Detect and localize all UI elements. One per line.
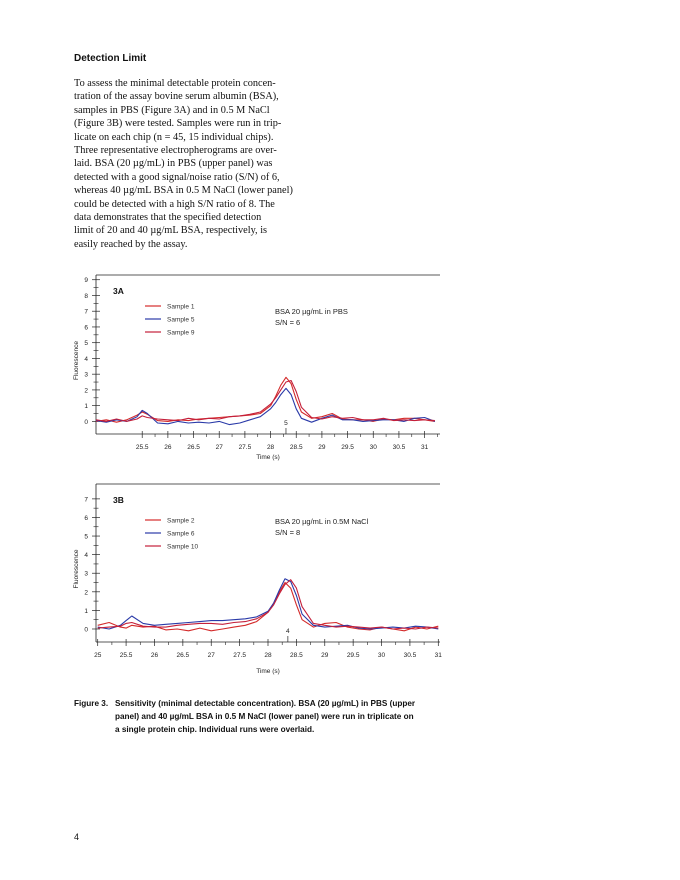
y-tick-label: 2: [84, 589, 88, 597]
x-tick-label: 25.5: [119, 652, 133, 659]
paragraph-line: data demonstrates that the specified detection: [74, 212, 262, 224]
y-tick-label: 3: [84, 371, 88, 379]
x-tick-label: 30.5: [392, 444, 406, 451]
annotation-text: S/N = 8: [275, 528, 301, 537]
paragraph-line: easily reached by the assay.: [74, 238, 188, 250]
panel-label: 3A: [113, 286, 124, 296]
chart-3b: [70, 476, 450, 684]
annotation-text: BSA 20 µg/mL in 0.5M NaCl: [275, 517, 369, 526]
x-tick-label: 27.5: [233, 652, 246, 659]
x-tick-label: 27: [207, 652, 215, 659]
x-tick-label: 25.5: [135, 444, 149, 451]
series-line: [96, 377, 435, 422]
x-axis-label: Time (s): [256, 668, 280, 675]
legend-entry: Sample 10: [167, 543, 199, 551]
y-tick-label: 8: [84, 292, 88, 300]
y-axis-label: Fluorescence: [73, 549, 80, 589]
series-line: [98, 580, 439, 629]
x-tick-label: 26.5: [176, 652, 190, 659]
chart-3a: [70, 268, 450, 468]
x-tick-label: 31: [434, 652, 442, 659]
y-tick-label: 6: [84, 514, 88, 522]
y-tick-label: 9: [84, 277, 88, 285]
legend-entry: Sample 1: [167, 303, 195, 311]
annotation-text: S/N = 6: [275, 318, 301, 327]
y-tick-label: 1: [84, 607, 88, 615]
y-tick-label: 4: [84, 552, 88, 560]
caption-label: Figure 3.: [74, 699, 109, 708]
x-tick-label: 30.5: [403, 652, 417, 659]
section-heading: Detection Limit: [74, 53, 147, 64]
body-paragraph: [74, 77, 342, 251]
x-tick-label: 30: [369, 444, 377, 451]
paragraph-line: tration of the assay bovine serum albumin (BSA),: [74, 91, 279, 103]
x-tick-label: 28.5: [289, 444, 303, 451]
caption-line: panel) and 40 µg/mL BSA in 0.5 M NaCl (lower panel) were run in triplicate on: [115, 712, 414, 721]
caption-line: a single protein chip. Individual runs were overlaid.: [115, 725, 315, 734]
x-tick-label: 25: [94, 652, 102, 659]
legend-entry: Sample 2: [167, 517, 195, 525]
y-axis-label: Fluorescence: [73, 340, 80, 381]
caption-text: [115, 697, 455, 736]
paragraph-line: To assess the minimal detectable protein concen-: [74, 78, 276, 89]
peak-marker-label: 4: [286, 628, 290, 635]
y-tick-label: 0: [84, 626, 88, 634]
x-tick-label: 29: [318, 444, 326, 451]
panel-label: 3B: [113, 495, 124, 505]
x-tick-label: 29.5: [346, 652, 360, 659]
paragraph-line: detected with a good signal/noise ratio (S/N) of 6,: [74, 171, 280, 183]
x-tick-label: 27.5: [238, 444, 252, 451]
y-tick-label: 4: [84, 355, 88, 363]
paragraph-line: samples in PBS (Figure 3A) and in 0.5 M NaCl: [74, 104, 270, 116]
y-tick-label: 1: [84, 403, 88, 411]
y-tick-label: 7: [84, 496, 88, 504]
x-tick-label: 26.5: [187, 444, 200, 451]
x-tick-label: 27: [215, 444, 223, 451]
y-tick-label: 2: [84, 387, 88, 395]
y-tick-label: 3: [84, 570, 88, 578]
y-tick-label: 7: [84, 308, 88, 316]
x-tick-label: 31: [420, 444, 429, 451]
caption-line: Sensitivity (minimal detectable concentration). BSA (20 µg/mL) in PBS (upper: [115, 699, 416, 708]
paragraph-line: could be detected with a high S/N ratio of 8. The: [74, 198, 275, 210]
x-tick-label: 26: [150, 652, 159, 659]
legend-entry: Sample 6: [167, 530, 195, 538]
x-tick-label: 28.5: [290, 652, 303, 659]
page-number: 4: [74, 832, 80, 842]
paragraph-line: (Figure 3B) were tested. Samples were run in trip-: [74, 118, 282, 130]
series-line: [96, 381, 435, 422]
paragraph-line: licate on each chip (n = 45, 15 individual chips).: [74, 131, 274, 143]
x-axis-label: Time (s): [256, 454, 280, 461]
legend-entry: Sample 5: [167, 316, 195, 324]
series-line: [98, 583, 439, 631]
y-tick-label: 5: [84, 533, 88, 541]
peak-marker-label: 5: [284, 420, 288, 427]
x-tick-label: 26: [164, 444, 172, 451]
x-tick-label: 30: [377, 652, 386, 659]
y-tick-label: 5: [84, 340, 88, 348]
series-line: [98, 579, 439, 629]
y-tick-label: 0: [84, 418, 88, 426]
annotation-text: BSA 20 µg/mL in PBS: [275, 307, 348, 316]
paragraph-line: laid. BSA (20 µg/mL) in PBS (upper panel) was: [74, 158, 273, 170]
y-tick-label: 6: [84, 324, 88, 332]
x-tick-label: 28: [266, 444, 275, 451]
legend-entry: Sample 9: [167, 329, 195, 337]
x-tick-label: 28: [264, 652, 272, 659]
x-tick-label: 29: [321, 652, 329, 659]
paragraph-line: limit of 20 and 40 µg/mL BSA, respectively, is: [74, 225, 268, 237]
x-tick-label: 29.5: [341, 444, 354, 451]
paragraph-line: Three representative electropherograms are over-: [74, 145, 277, 157]
paragraph-line: whereas 40 µg/mL BSA in 0.5 M NaCl (lower panel): [74, 185, 293, 197]
